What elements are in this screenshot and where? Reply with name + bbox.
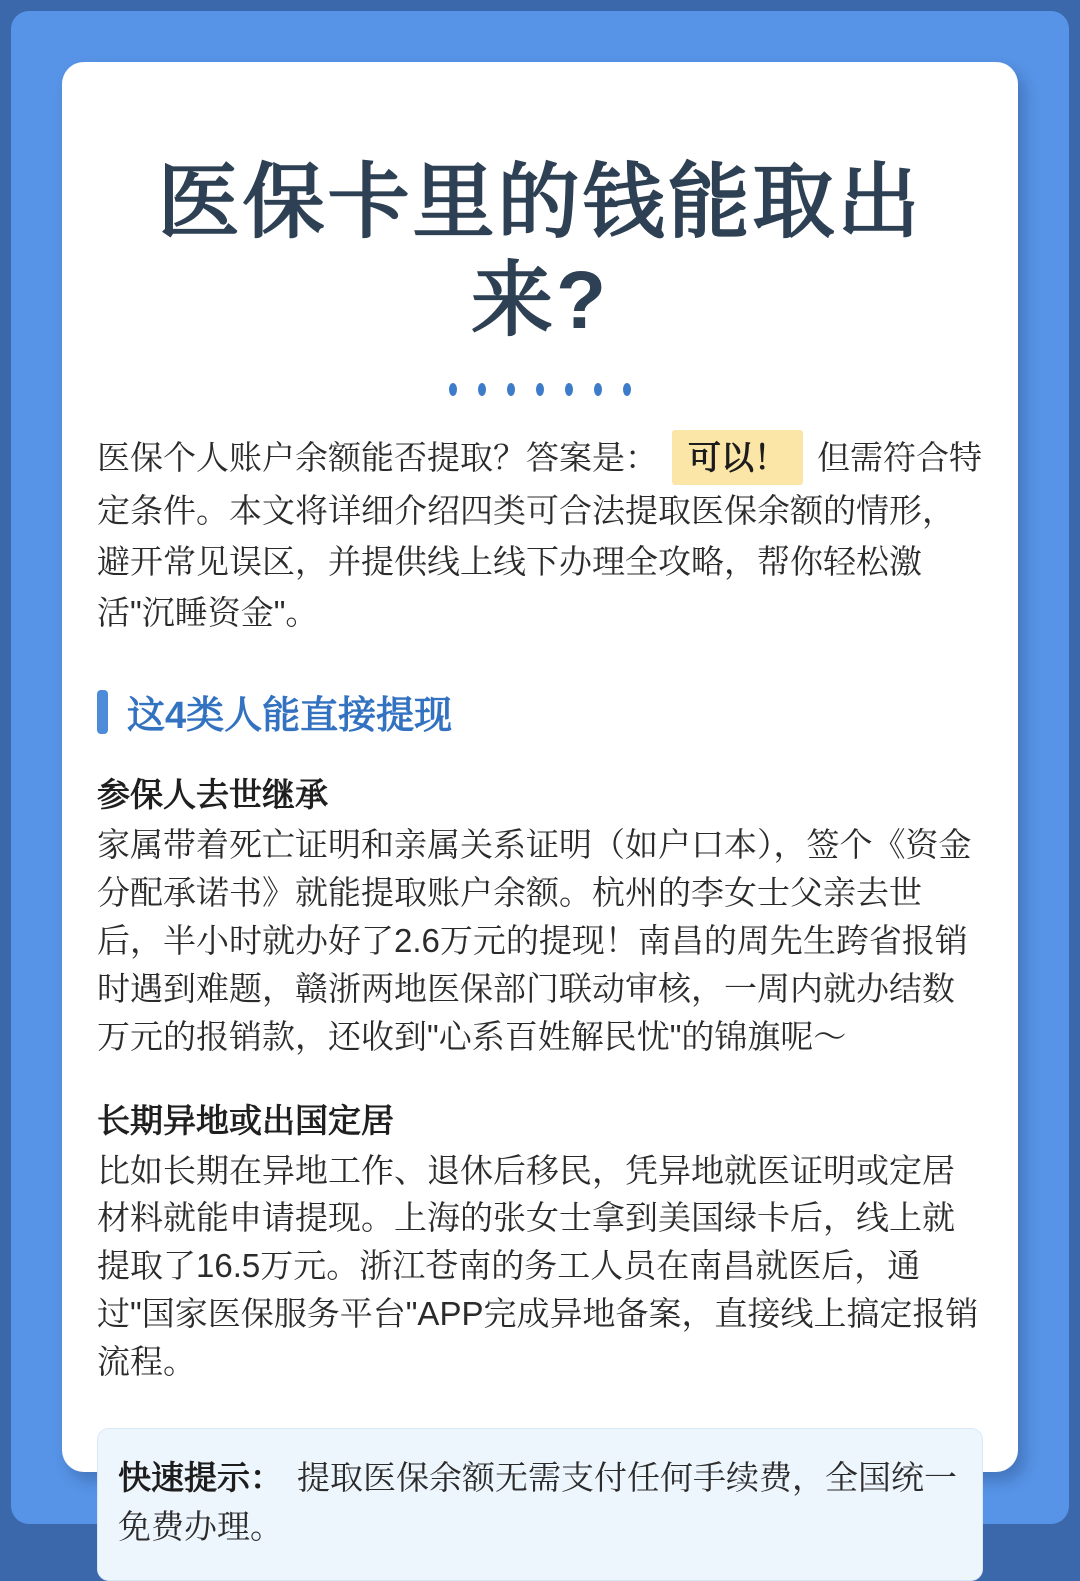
dot-icon	[478, 383, 486, 396]
section-header	[97, 684, 983, 739]
intro-text-after: 但需符合特定条件。本文将详细介绍四类可合法提取医保余额的情形，避开常见误区，并提供线上线下办理全攻略，帮你轻松激活"沉睡资金"。	[97, 438, 982, 632]
section-accent-bar	[97, 690, 108, 734]
subsection-body: 比如长期在异地工作、退休后移民，凭异地就医证明或定居材料就能申请提现。上海的张女士拿到美国绿卡后，线上就提取了16.5万元。浙江苍南的务工人员在南昌就医后，通过"国家医保服务平台"APP完成异地备案，直接线上搞定报销流程。	[97, 1151, 979, 1380]
subsection-body: 家属带着死亡证明和亲属关系证明（如户口本），签个《资金分配承诺书》就能提取账户余额。杭州的李女士父亲去世后，半小时就办好了2.6万元的提现！南昌的周先生跨省报销时遇到难题，赣浙两地医保部门联动审核，一周内就办结数万元的报销款，还收到"心系百姓解民忧"的锦旗呢～	[97, 826, 972, 1055]
intro-text-before: 医保个人账户余额能否提取？答案是：	[97, 438, 658, 476]
dot-icon	[507, 383, 515, 396]
tip-text: 提取医保余额无需支付任何手续费，全国统一免费办理。	[118, 1458, 957, 1546]
dot-icon	[565, 383, 573, 396]
subsection-relocation	[97, 1095, 983, 1386]
subsection-inheritance	[97, 769, 983, 1060]
subsection-heading: 长期异地或出国定居	[97, 1101, 394, 1139]
section-title: 这4类人能直接提现	[127, 695, 453, 738]
intro-paragraph	[97, 430, 983, 639]
article-card	[62, 62, 1018, 1546]
dot-icon	[449, 383, 457, 396]
dots-divider	[97, 383, 983, 396]
dot-icon	[594, 383, 602, 396]
quick-tip-box	[97, 1428, 983, 1581]
subsection-heading: 参保人去世继承	[97, 776, 328, 814]
page-title: 医保卡里的钱能取出来?	[157, 157, 923, 347]
tip-label: 快速提示：	[118, 1458, 283, 1496]
dot-icon	[623, 383, 631, 396]
highlight-answer: 可以！	[672, 430, 803, 485]
dot-icon	[536, 383, 544, 396]
